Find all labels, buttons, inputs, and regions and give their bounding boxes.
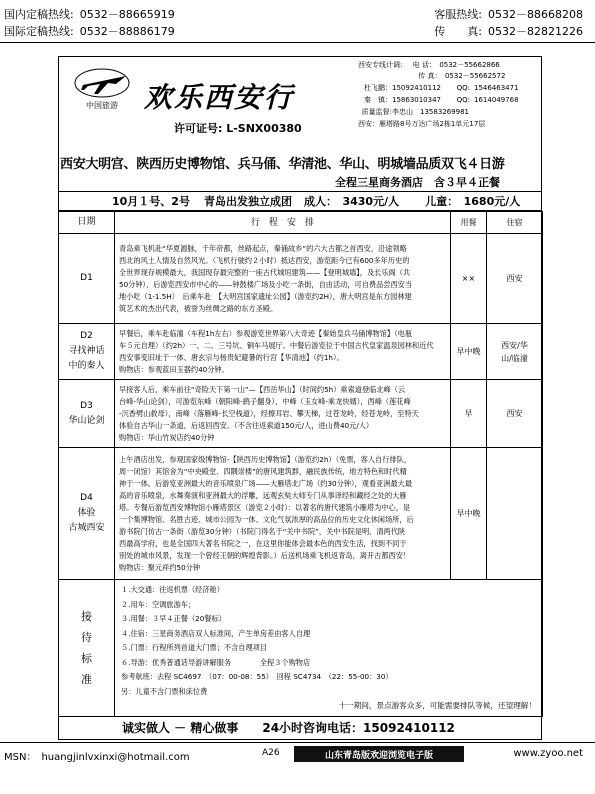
description-line: 早餐后，乘车赴临潼（车程1h左右）参观游览世界第八大奇迹【秦始皇兵马俑博物馆】（电瓶: [119, 328, 413, 338]
contact-mobile[interactable]: 15092410112: [392, 84, 441, 92]
service-hotline: [434, 6, 583, 22]
plane-logo-icon: [72, 64, 132, 112]
description-line: 塔。专餐后游览西安博物馆小雁塔景区（游览２小时）：以著名的唐代建筑小雁塔为中心，是: [119, 502, 411, 512]
description-line: 神于一体。后游览亚洲最大的音乐喷泉广场——大雁塔北广场（约30分钟），观看亚洲最大最: [119, 478, 413, 488]
domestic-hotline-number[interactable]: 0532－88665919: [79, 8, 175, 21]
header-divider: [0, 42, 595, 43]
footer-divider: [0, 742, 595, 743]
reception-label-char: 准: [81, 673, 92, 686]
description-line: 体验自古华山一条道，后返回西安。（不含往返索道150元/人，进山费40元/人）: [119, 420, 374, 430]
edition-banner: 山东青岛版欢迎浏览电子版: [294, 746, 464, 762]
international-hotline: [4, 23, 175, 39]
description-line: 50分钟），后游览西安市中心的——钟鼓楼广场及小吃一条街，自由活动，可自费品尝西安当: [119, 279, 413, 289]
slogan: 诚实做人 － 精心做事 24小时咨询电话：15092410112: [122, 721, 455, 735]
description-line: 筑艺术的杰出代表，被誉为丝绸之路的东方圣殿。: [119, 303, 278, 313]
table-row: [59, 380, 543, 448]
domestic-hotline: [4, 6, 175, 22]
service-hotline-label: 客服热线:: [434, 8, 483, 21]
contact-row: [358, 119, 485, 129]
group-type: 青岛出发独立成团: [203, 195, 292, 208]
standard-item: １.大交通：往返机票（经济舱）: [121, 585, 224, 594]
day-label: [59, 448, 115, 580]
lodging-line: 山/临潼: [501, 353, 528, 363]
day-theme: 体验: [77, 508, 96, 518]
day-number: D4: [80, 493, 93, 503]
adult-price: 成人： 3430元/人: [303, 195, 400, 208]
domestic-hotline-label: 国内定稿热线:: [4, 8, 74, 21]
fax-number[interactable]: 0532－82821226: [488, 25, 583, 38]
child-price: 儿童： 1680元/人: [425, 195, 521, 208]
day-lodging: [487, 380, 543, 448]
travel-logo: [72, 64, 132, 112]
day-description: [115, 234, 451, 324]
day-meals: 早: [451, 380, 487, 448]
lodging-line: 西安: [506, 274, 523, 283]
day-number: D2: [80, 331, 93, 341]
description-line: 购物店：聚元祥约50分钟: [119, 562, 201, 572]
tour-subheadline: 全程三星商务酒店 含３早４正餐: [335, 176, 500, 189]
day-number: D3: [80, 400, 93, 411]
child-note: 另：儿童不含门票和床位费: [121, 686, 208, 696]
description-line: 全世界现存规模最大，我国现存最完整的一座古代城垣建筑——【登明城墙】，及长乐阁（共: [119, 267, 411, 277]
standard-item: ４.住宿：三星商务酒店双人标准间，产生单房差由客人自理: [121, 628, 311, 638]
table-header-row: [59, 212, 543, 234]
fax-line: [434, 23, 583, 39]
description-line: 购物店：华山竹炭店约40分钟: [119, 432, 215, 442]
qq-label: QQ:: [456, 84, 470, 92]
page-number: A26: [262, 748, 280, 758]
description-line: 地小吃（1-1.5H） 后乘车赴 【大明宫国家遗址公园】（游览约2H），唐大明宫是东方园林建: [119, 291, 412, 301]
standard-item: ５.门票：行程所列首道大门票；不含自理项目: [121, 643, 268, 652]
header-itinerary: 行 程 安 排: [115, 212, 451, 234]
contact-name: 秦 镇：: [364, 96, 392, 104]
contact-label: 西安专线计调:: [358, 61, 403, 69]
day-description: [115, 448, 451, 580]
description-line: 台峰-华山论剑），可游览东峰（朝阳峰-鹞子翻身），中峰（玉女峰-乘龙快婿），西峰（莲花峰: [119, 396, 411, 406]
day-description: [115, 324, 451, 380]
contact-fax[interactable]: 传 真： 0532－55662572: [418, 72, 506, 80]
tour-headline: 西安大明宫、陕西历史博物馆、兵马俑、华清池、华山、明城墙品质双飞４日游: [60, 157, 505, 172]
itinerary-table: [58, 211, 543, 717]
price-bar: [58, 191, 542, 211]
description-line: 高的音乐喷泉，水舞奏演和亚洲最大的浮雕，远观玄奘大师专门从事译经和藏经之处的大雁: [119, 490, 407, 500]
standard-item: ６.导游：优秀普通话导游讲解服务 全程３个购物店: [121, 657, 311, 667]
lodging-line: 西安: [506, 409, 523, 418]
day-meals: 早中晚: [451, 448, 487, 580]
contact-row: [358, 83, 526, 93]
table-row: [59, 324, 543, 380]
day-lodging: [487, 324, 543, 380]
day-theme: 华山论剑: [68, 415, 105, 426]
header-date: 日期: [59, 212, 115, 234]
reception-standards: [115, 580, 543, 717]
contact-qq[interactable]: 1546463471: [474, 84, 519, 92]
holiday-notice: 十一期间，景点游客众多，可能需要排队等候，还望理解！: [338, 701, 536, 710]
day-label: [59, 234, 115, 324]
description-line: 购物店：参观蓝田玉器约40分钟。: [119, 364, 229, 374]
description-line: 西最高学府，也是全国四大著名书院之一，在这里你能体会最本色的西安生活，找到不同于: [119, 538, 407, 548]
contact-mobile[interactable]: 15863010347: [392, 96, 441, 104]
standard-item: ３.用餐：３早４正餐（20餐标）: [121, 614, 226, 623]
day-description: [115, 380, 451, 448]
day-label: [59, 380, 115, 448]
day-theme: 中的秦人: [68, 361, 105, 371]
address-label: 西安：: [358, 120, 379, 128]
day-theme: 古城西安: [68, 523, 105, 533]
description-line: 西北的风土人情及自然风光。（飞机行驶约２小时）抵达西安，游览距今已有600多年历史的: [119, 255, 410, 265]
contact-row: [358, 95, 526, 105]
table-row: [59, 448, 543, 580]
description-line: 上午酒店出发，参观国家级博物馆-【陕西历史博物馆】（游览约2h）（免票，客人自行排队，: [119, 454, 412, 464]
day-lodging: [487, 234, 543, 324]
day-number: D1: [80, 273, 93, 283]
contact-row: [358, 60, 500, 70]
description-line: 别处的城市风景，发现一个曾经王朝的辉煌背影。）后送机场乘飞机返青岛，离开古都西安！: [119, 550, 411, 560]
reception-label-char: 待: [81, 631, 92, 644]
description-line: 早接客人后，乘车前往“奇险天下第一山”—【西岳华山】（时间约5h）乘索道登临北峰（云: [119, 384, 406, 394]
table-row: [59, 234, 543, 324]
day-meals: ××: [451, 234, 487, 324]
page-footer: [0, 742, 595, 766]
contact-row: [358, 71, 505, 81]
contact-name: 杜飞鹏：: [364, 84, 392, 92]
license-number: 许可证号: L-SNX00380: [174, 122, 302, 135]
reception-label: [59, 580, 115, 717]
day-lodging: [487, 448, 543, 580]
reception-row: [59, 580, 543, 717]
contact-box: [354, 58, 540, 146]
day-theme: 寻找神话: [68, 346, 105, 356]
qq-label: QQ:: [456, 96, 470, 104]
international-hotline-label: 国际定稿热线:: [4, 25, 74, 38]
header-lodging: 住宿: [487, 212, 543, 234]
contact-qq[interactable]: 1614049768: [474, 96, 519, 104]
international-hotline-number[interactable]: 0532－88886179: [79, 25, 175, 38]
website-link[interactable]: www.zyoo.net: [513, 748, 583, 759]
reception-label-char: 标: [81, 652, 92, 665]
standard-item: ２.用车：空调旅游车；: [121, 599, 196, 609]
contact-row: [358, 107, 469, 117]
description-line: 青岛乘飞机赴“华夏源脉，千年帝都，丝路起点，秦俑故乡”的六大古都之首西安，沿途领略: [119, 243, 407, 253]
description-line: 游书院门仿古一条街（游览30分钟）（书院门得名于“关中书院”，关中书院是明、清两代陕: [119, 526, 406, 536]
fax-label: 传 真:: [434, 25, 483, 38]
description-line: 一个集博物馆、名胜古迹、城市公园为一体、文化气氛浓厚的高品位的历史文化休闲场所，后: [119, 514, 414, 524]
flight-reference: 参考航班：去程 SC4697 （07：00-08：55） 回程 SC4734 （22：55-00：30）: [121, 672, 393, 681]
quality-label: 质量监督:: [361, 108, 392, 116]
description-line: 西安事变旧址于一体、唐玄宗与杨贵妃避暑的行宫【华清池】（约1h）。: [119, 352, 344, 362]
header-meals: 用餐: [451, 212, 487, 234]
msn-contact[interactable]: MSN： huangjinlvxinxi@hotmail.com: [4, 752, 190, 763]
contact-phone[interactable]: 电 话： 0532－55662866: [412, 61, 500, 69]
description-line: 车５元自理）（约2h）一、二、三号坑、铜车马展厅。中餐后游览位于中国古代皇家温泉园林和近代: [119, 340, 434, 350]
departure-dates: 10月１号、2号: [112, 195, 190, 208]
brand-title: 欢乐西安行: [144, 81, 295, 114]
service-hotline-number[interactable]: 0532－88668208: [488, 8, 583, 21]
reception-label-char: 接: [81, 610, 92, 623]
hotline-header: [0, 0, 595, 60]
day-meals: 早中晚: [451, 324, 487, 380]
quality-contact[interactable]: 李忠山 13583269981: [392, 108, 469, 116]
lodging-line: 西安/华: [501, 340, 528, 350]
description-line: -沉香劈山救母），南峰（落雁峰-长空栈道），经擦耳岩、攀天梯，过苍龙岭，经苍龙岭，至特天: [119, 408, 419, 418]
address-value: 雁塔路8号万达广场2栋1单元17层: [379, 120, 486, 128]
day-label: [59, 324, 115, 380]
brand-block: [58, 56, 352, 148]
description-line: 周一闭馆）其馆舍为“中央殿堂、四隅崇楼”的唐风建筑群，融民族传统，地方特色和时代精: [119, 466, 407, 476]
logo-caption: 中国旅游: [86, 101, 118, 110]
